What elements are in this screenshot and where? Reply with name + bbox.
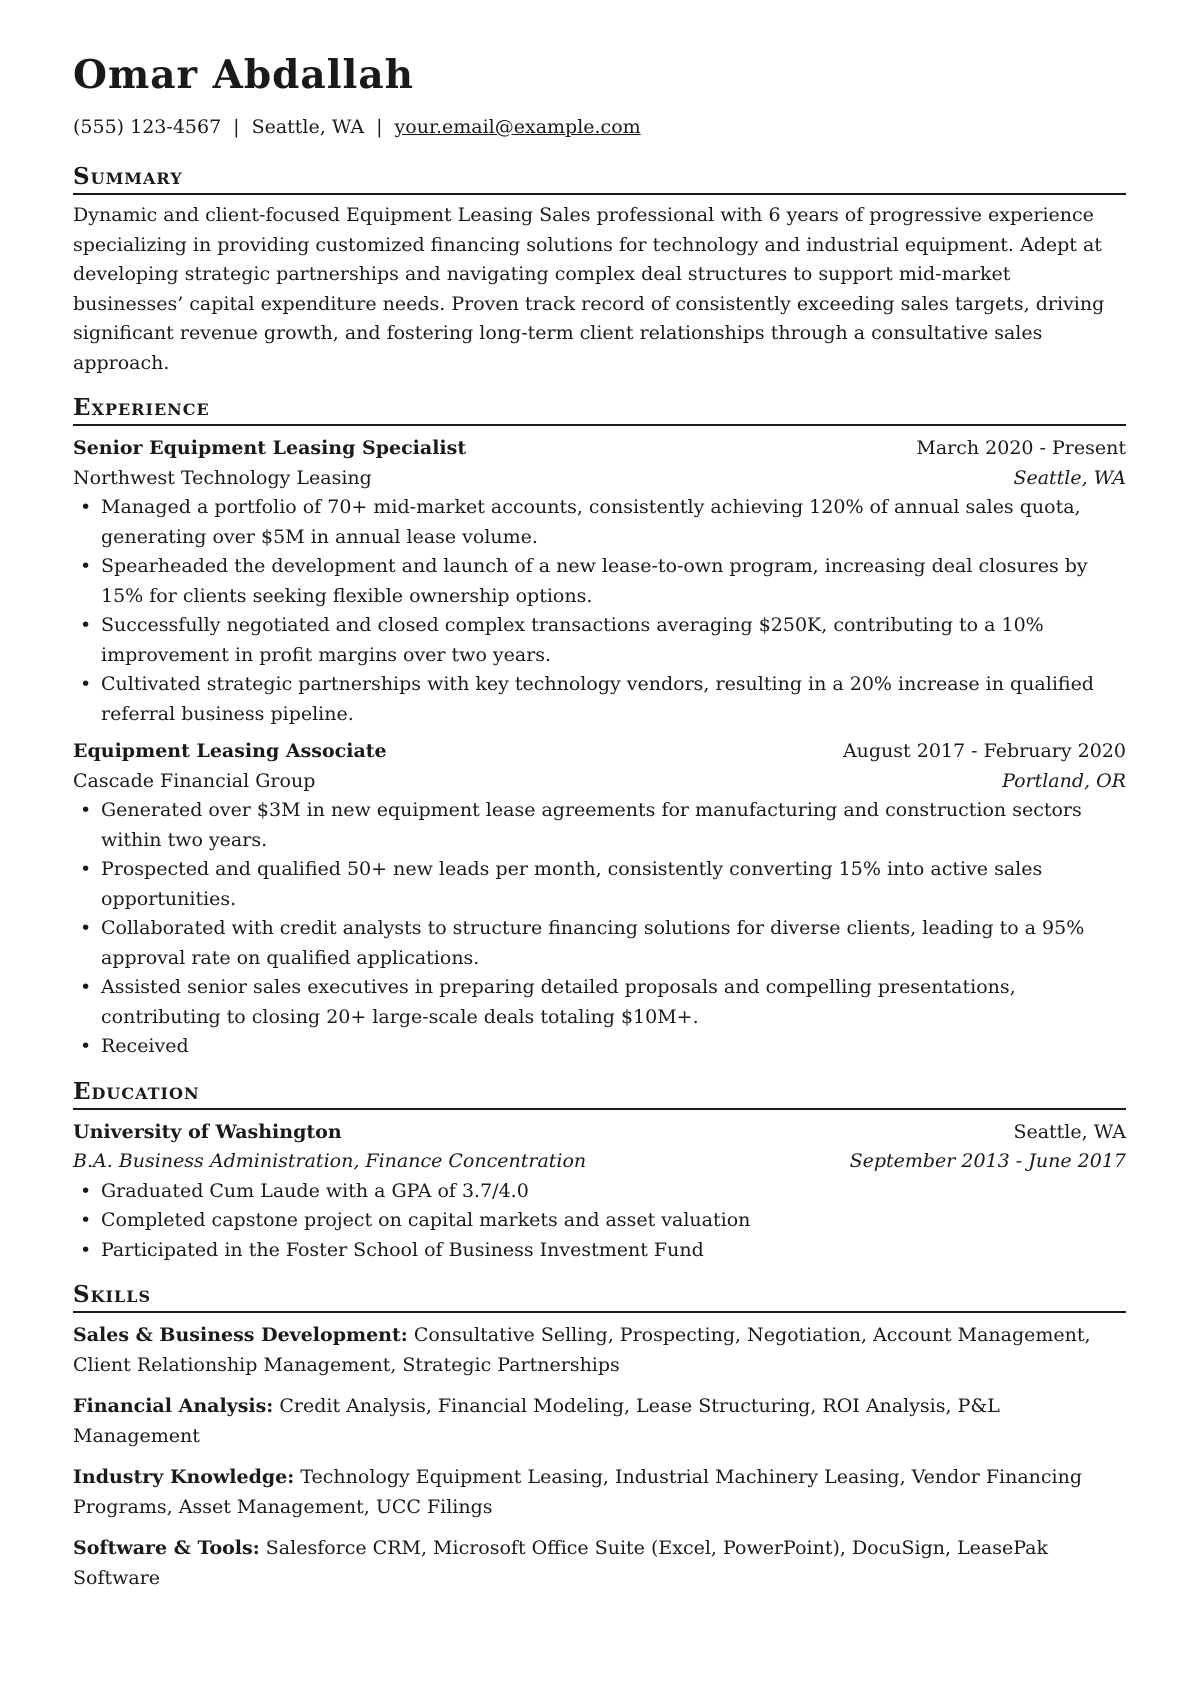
job-subheader — [73, 464, 1126, 494]
skill-value: Technology Equipment Leasing, Industrial Machinery Leasing, Vendor Financing Programs, Asset Management, UCC Filings — [73, 1466, 1083, 1518]
section-title-skills: Skills — [73, 1281, 1126, 1313]
education-dates: September 2013 - June 2017 — [849, 1150, 1126, 1172]
skill-value: Credit Analysis, Financial Modeling, Lease Structuring, ROI Analysis, P&L Management — [73, 1395, 1000, 1447]
job-dates: March 2020 - Present — [916, 437, 1126, 459]
job-dates: August 2017 - February 2020 — [842, 740, 1126, 762]
bullet-item: • Managed a portfolio of 70+ mid-market accounts, consistently achieving 120% of annual sales quota, generating over $5M in annual lease volume. — [73, 493, 1126, 552]
job-header — [73, 737, 1126, 767]
job-role: Equipment Leasing Associate — [73, 740, 387, 762]
school-name: University of Washington — [73, 1120, 342, 1143]
candidate-name: Omar Abdallah — [73, 52, 414, 98]
bullet-item: • Assisted senior sales executives in preparing detailed proposals and compelling presentations, contributing to closing 20+ large-scale deals totaling $10M+. — [73, 973, 1126, 1032]
job-bullets — [73, 493, 1126, 729]
email-link[interactable]: your.email@example.com — [394, 116, 641, 138]
job-subheader — [73, 767, 1126, 797]
section-title-summary: Summary — [73, 163, 1126, 195]
job-role: Senior Equipment Leasing Specialist — [73, 437, 467, 459]
education-entry — [73, 1118, 1126, 1266]
job-header — [73, 434, 1126, 464]
job-company: Northwest Technology Leasing — [73, 466, 372, 489]
bullet-item: • Graduated Cum Laude with a GPA of 3.7/4.0 — [73, 1177, 1126, 1207]
contact-line — [73, 115, 1126, 139]
education-header — [73, 1118, 1126, 1148]
location: Seattle, WA — [251, 116, 365, 138]
skill-row — [73, 1392, 1126, 1451]
bullet-item: • Prospected and qualified 50+ new leads per month, consistently converting 15% into active sales opportunities. — [73, 855, 1126, 914]
job-entry — [73, 434, 1126, 729]
experience-section — [73, 394, 1126, 1062]
job-bullets — [73, 796, 1126, 1062]
skill-value: Salesforce CRM, Microsoft Office Suite (Excel, PowerPoint), DocuSign, LeasePak Software — [73, 1537, 1049, 1589]
phone-number: (555) 123-4567 — [73, 116, 222, 138]
job-location: Seattle, WA — [1013, 466, 1126, 489]
bullet-item: • Spearheaded the development and launch of a new lease-to-own program, increasing deal closures by 15% for clients seeking flexible ownership options. — [73, 552, 1126, 611]
bullet-item: • Collaborated with credit analysts to structure financing solutions for diverse clients, leading to a 95% approval rate on qualified applications. — [73, 914, 1126, 973]
skill-label: Software & Tools: — [73, 1537, 260, 1559]
job-location: Portland, OR — [1002, 769, 1126, 792]
bullet-item: • Completed capstone project on capital markets and asset valuation — [73, 1206, 1126, 1236]
contact-separator: | — [376, 116, 383, 138]
skill-row — [73, 1321, 1126, 1380]
skill-label: Financial Analysis: — [73, 1395, 274, 1417]
job-entry — [73, 737, 1126, 1062]
bullet-item: • Received — [73, 1032, 1126, 1062]
bullet-item: • Cultivated strategic partnerships with key technology vendors, resulting in a 20% increase in qualified referral business pipeline. — [73, 670, 1126, 729]
education-section — [73, 1078, 1126, 1266]
bullet-item: • Successfully negotiated and closed complex transactions averaging $250K, contributing to a 10% improvement in profit margins over two years. — [73, 611, 1126, 670]
bullet-item: • Generated over $3M in new equipment lease agreements for manufacturing and construction sectors within two years. — [73, 796, 1126, 855]
skills-list — [73, 1321, 1126, 1593]
resume-content — [73, 52, 1126, 1605]
education-subheader — [73, 1147, 1126, 1177]
summary-section — [73, 163, 1126, 378]
job-company: Cascade Financial Group — [73, 769, 316, 792]
education-bullets — [73, 1177, 1126, 1266]
school-location: Seattle, WA — [1013, 1120, 1126, 1143]
skill-label: Industry Knowledge: — [73, 1466, 295, 1488]
skills-section — [73, 1281, 1126, 1593]
bullet-item: • Participated in the Foster School of Business Investment Fund — [73, 1236, 1126, 1266]
skill-row — [73, 1463, 1126, 1522]
degree: B.A. Business Administration, Finance Concentration — [73, 1150, 587, 1172]
summary-text: Dynamic and client-focused Equipment Leasing Sales professional with 6 years of progressive experience specializing in providing customized financing solutions for technology and industrial equipment. Adept at developing strategic partnerships and navigating complex deal structures to support mid-market businesses’ capital expenditure needs. Proven track record of consistently exceeding sales targets, driving significant revenue growth, and fostering long-term client relationships through a consultative sales approach. — [73, 204, 1105, 374]
section-title-education: Education — [73, 1078, 1126, 1110]
skill-row — [73, 1534, 1126, 1593]
section-title-experience: Experience — [73, 394, 1126, 426]
contact-separator: | — [233, 116, 240, 138]
skill-value: Consultative Selling, Prospecting, Negotiation, Account Management, Client Relationship Management, Strategic Partnerships — [73, 1324, 1091, 1376]
skill-label: Sales & Business Development: — [73, 1324, 408, 1346]
